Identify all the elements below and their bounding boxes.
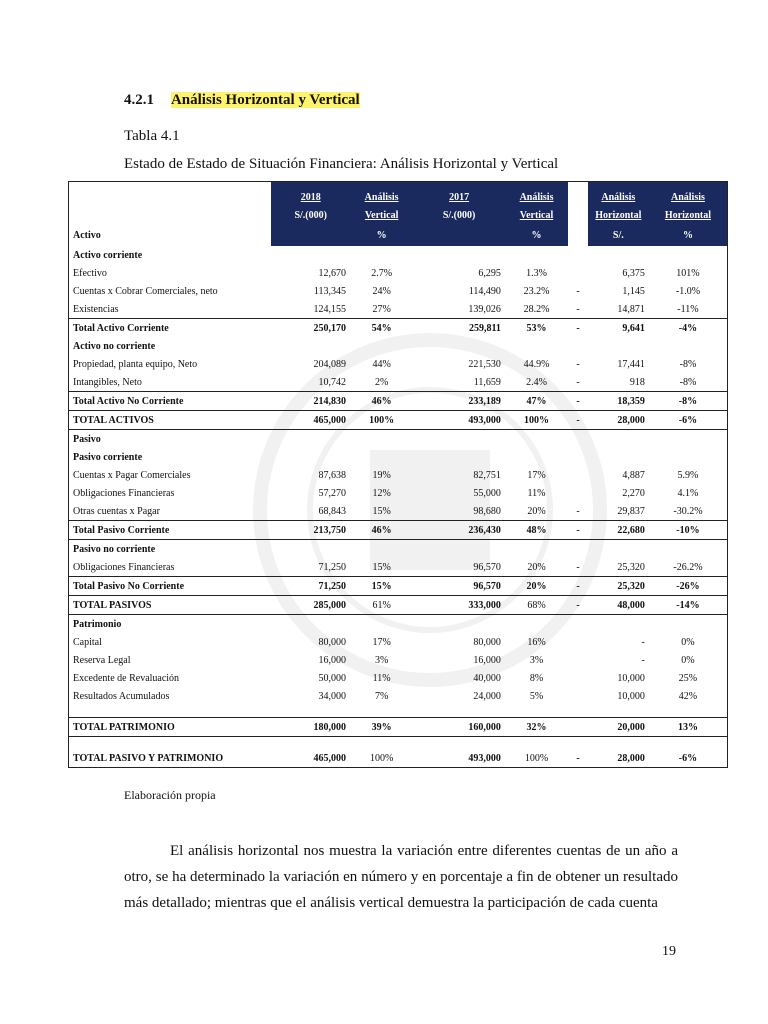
pct-2017: 32% bbox=[505, 718, 568, 737]
col-hs-title: Análisis bbox=[601, 191, 636, 203]
pct-2018 bbox=[350, 246, 413, 264]
sign: - bbox=[568, 577, 588, 596]
horizontal-value: 48,000 bbox=[588, 596, 649, 615]
value-2017: 40,000 bbox=[473, 672, 501, 684]
row-label: TOTAL PASIVO Y PATRIMONIO bbox=[73, 752, 224, 764]
value-2017: 98,680 bbox=[473, 505, 501, 517]
total-row bbox=[69, 411, 728, 430]
horizontal-value bbox=[588, 430, 649, 449]
table-row bbox=[69, 264, 728, 282]
row-label: TOTAL ACTIVOS bbox=[69, 411, 272, 430]
table-row bbox=[69, 282, 728, 300]
horizontal-value: 918 bbox=[629, 376, 645, 388]
pct-2017: 28.2% bbox=[523, 303, 550, 315]
horizontal-value: 4,887 bbox=[622, 469, 645, 481]
row-label: Pasivo bbox=[73, 433, 101, 445]
pct-2018: 24% bbox=[372, 285, 391, 297]
sign: - bbox=[576, 358, 580, 370]
pct-2018: 7% bbox=[374, 690, 389, 702]
value-2018: 213,750 bbox=[271, 521, 350, 540]
horizontal-value: 25,320 bbox=[617, 561, 645, 573]
horizontal-value: 22,680 bbox=[588, 521, 649, 540]
value-2017: 6,295 bbox=[478, 267, 501, 279]
total-row bbox=[69, 596, 728, 615]
horizontal-value: 28,000 bbox=[617, 752, 645, 764]
horizontal-value: 6,375 bbox=[622, 267, 645, 279]
horizontal-pct: -6% bbox=[649, 411, 728, 430]
sign: - bbox=[576, 752, 580, 764]
row-label: Resultados Acumulados bbox=[73, 690, 170, 702]
value-2017: 493,000 bbox=[468, 752, 501, 764]
pct-2017: 2.4% bbox=[526, 376, 547, 388]
horizontal-pct: -4% bbox=[649, 319, 728, 338]
col-hp-title: Análisis bbox=[670, 191, 705, 203]
value-2017 bbox=[413, 540, 505, 559]
col-hs-sub: Horizontal bbox=[595, 209, 642, 221]
horizontal-pct: 13% bbox=[649, 718, 728, 737]
value-2018: 12,670 bbox=[318, 267, 346, 279]
value-2017 bbox=[413, 430, 505, 449]
pct-2018: 100% bbox=[369, 752, 394, 764]
value-2018: 214,830 bbox=[271, 392, 350, 411]
paragraph-text: El análisis horizontal nos muestra la variación entre diferentes cuentas de un año a otro, se ha determinado la variación en número y en porcentaje a fin de obtener un resultado más detallado; mientras que el análisis vertical demuestra la participación de cada cuenta bbox=[124, 843, 678, 911]
pct-2017: 5% bbox=[529, 690, 544, 702]
horizontal-value: 10,000 bbox=[617, 672, 645, 684]
value-2017: 221,530 bbox=[468, 358, 501, 370]
horizontal-pct: -1.0% bbox=[675, 285, 701, 297]
col-hs-unit: S/. bbox=[588, 224, 649, 246]
pct-2018: 27% bbox=[372, 303, 391, 315]
col-2018-pct-title: Análisis bbox=[364, 191, 399, 203]
horizontal-pct: -26% bbox=[649, 577, 728, 596]
pct-2018: 15% bbox=[350, 577, 413, 596]
spacer-row bbox=[69, 705, 728, 718]
horizontal-value: 1,145 bbox=[622, 285, 645, 297]
pct-2018 bbox=[350, 540, 413, 559]
horizontal-value: 17,441 bbox=[617, 358, 645, 370]
col-2017-pct-unit: % bbox=[505, 224, 568, 246]
value-2018 bbox=[271, 430, 350, 449]
sign bbox=[568, 687, 588, 705]
sign: - bbox=[568, 319, 588, 338]
horizontal-value: 10,000 bbox=[617, 690, 645, 702]
value-2018 bbox=[271, 615, 350, 634]
value-2017 bbox=[413, 337, 505, 355]
row-label: Cuentas x Cobrar Comerciales, neto bbox=[73, 285, 218, 297]
sign: - bbox=[576, 376, 580, 388]
total-row bbox=[69, 319, 728, 338]
table-row bbox=[69, 466, 728, 484]
pct-2017: 20% bbox=[527, 505, 546, 517]
spacer-row bbox=[69, 737, 728, 750]
row-label: Pasivo no corriente bbox=[73, 543, 156, 555]
value-2017 bbox=[413, 448, 505, 466]
value-2018: 68,843 bbox=[318, 505, 346, 517]
pct-2017: 1.3% bbox=[526, 267, 547, 279]
row-label: Patrimonio bbox=[73, 618, 122, 630]
section-row bbox=[69, 246, 728, 264]
value-2017: 236,430 bbox=[413, 521, 505, 540]
value-2018 bbox=[271, 337, 350, 355]
value-2017: 114,490 bbox=[468, 285, 501, 297]
value-2017: 55,000 bbox=[473, 487, 501, 499]
sign: - bbox=[568, 521, 588, 540]
value-2017: 11,659 bbox=[473, 376, 501, 388]
horizontal-value: 9,641 bbox=[588, 319, 649, 338]
section-row bbox=[69, 448, 728, 466]
value-2017: 493,000 bbox=[413, 411, 505, 430]
pct-2018: 3% bbox=[374, 654, 389, 666]
table-row bbox=[69, 633, 728, 651]
horizontal-pct: 25% bbox=[678, 672, 698, 684]
pct-2017: 11% bbox=[527, 487, 546, 499]
horizontal-value: 18,359 bbox=[588, 392, 649, 411]
pct-2018: 12% bbox=[372, 487, 391, 499]
value-2017: 80,000 bbox=[473, 636, 501, 648]
pct-2017: 47% bbox=[505, 392, 568, 411]
sign bbox=[568, 484, 588, 502]
row-label: Obligaciones Financieras bbox=[73, 561, 175, 573]
horizontal-pct bbox=[649, 540, 728, 559]
sign bbox=[568, 669, 588, 687]
value-2017 bbox=[413, 615, 505, 634]
horizontal-pct: 101% bbox=[676, 267, 700, 279]
pct-2018: 2.7% bbox=[371, 267, 393, 279]
horizontal-value bbox=[588, 448, 649, 466]
sign: - bbox=[568, 596, 588, 615]
col-2017-pct-title: Análisis bbox=[519, 191, 554, 203]
value-2018: 50,000 bbox=[318, 672, 346, 684]
value-2018 bbox=[271, 448, 350, 466]
row-label: Excedente de Revaluación bbox=[73, 672, 180, 684]
pct-2017 bbox=[505, 430, 568, 449]
pct-2017: 68% bbox=[505, 596, 568, 615]
sign: - bbox=[576, 285, 580, 297]
horizontal-value: 20,000 bbox=[588, 718, 649, 737]
horizontal-value: 2,270 bbox=[622, 487, 645, 499]
section-row bbox=[69, 540, 728, 559]
pct-2018: 15% bbox=[372, 561, 391, 573]
pct-2018 bbox=[350, 337, 413, 355]
horizontal-pct: 4.1% bbox=[677, 487, 699, 499]
value-2018: 80,000 bbox=[318, 636, 346, 648]
pct-2017: 3% bbox=[529, 654, 544, 666]
value-2017: 82,751 bbox=[473, 469, 501, 481]
source-note: Elaboración propia bbox=[124, 788, 216, 802]
col-2018-unit: S/.(000) bbox=[271, 206, 350, 224]
sign: - bbox=[576, 505, 580, 517]
sign bbox=[568, 430, 588, 449]
sign bbox=[568, 246, 588, 264]
section-row bbox=[69, 337, 728, 355]
sign bbox=[568, 264, 588, 282]
value-2017: 139,026 bbox=[468, 303, 501, 315]
row-label: Obligaciones Financieras bbox=[73, 487, 175, 499]
horizontal-pct: -8% bbox=[679, 358, 697, 370]
row-label: Otras cuentas x Pagar bbox=[73, 505, 160, 517]
header-row-2 bbox=[69, 206, 728, 224]
horizontal-pct: -6% bbox=[678, 752, 698, 764]
row-label: Reserva Legal bbox=[73, 654, 131, 666]
sign: - bbox=[576, 561, 580, 573]
horizontal-pct: 0% bbox=[681, 654, 695, 666]
row-label: Cuentas x Pagar Comerciales bbox=[73, 469, 191, 481]
pct-2018: 44% bbox=[372, 358, 391, 370]
row-label: Total Pasivo Corriente bbox=[69, 521, 272, 540]
table-row bbox=[69, 687, 728, 705]
table-row bbox=[69, 484, 728, 502]
value-2017: 233,189 bbox=[413, 392, 505, 411]
table-row bbox=[69, 669, 728, 687]
value-2018: 34,000 bbox=[318, 690, 346, 702]
sign bbox=[568, 651, 588, 669]
section-row bbox=[69, 615, 728, 634]
pct-2017 bbox=[505, 448, 568, 466]
total-row bbox=[69, 718, 728, 737]
pct-2017: 23.2% bbox=[523, 285, 550, 297]
pct-2017: 100% bbox=[524, 752, 549, 764]
value-2018: 10,742 bbox=[318, 376, 346, 388]
sign bbox=[568, 466, 588, 484]
table-body bbox=[69, 182, 728, 768]
horizontal-value bbox=[588, 615, 649, 634]
col-hp-unit: % bbox=[649, 224, 728, 246]
col-2018-year: 2018 bbox=[300, 191, 321, 203]
activo-header: Activo bbox=[73, 229, 101, 241]
pct-2018: 46% bbox=[350, 521, 413, 540]
value-2018: 465,000 bbox=[271, 411, 350, 430]
sign bbox=[568, 448, 588, 466]
horizontal-value: - bbox=[641, 636, 645, 648]
horizontal-value: 28,000 bbox=[588, 411, 649, 430]
pct-2018: 15% bbox=[372, 505, 391, 517]
col-2017-pct-sub: Vertical bbox=[519, 209, 554, 221]
value-2018: 204,089 bbox=[313, 358, 346, 370]
horizontal-value bbox=[588, 246, 649, 264]
col-2017-unit: S/.(000) bbox=[413, 206, 505, 224]
row-label: Existencias bbox=[73, 303, 119, 315]
pct-2017 bbox=[505, 337, 568, 355]
table-row bbox=[69, 651, 728, 669]
sign: - bbox=[568, 411, 588, 430]
horizontal-pct: -14% bbox=[649, 596, 728, 615]
horizontal-value bbox=[588, 337, 649, 355]
section-row bbox=[69, 430, 728, 449]
row-label: Pasivo corriente bbox=[73, 451, 143, 463]
pct-2017: 44.9% bbox=[523, 358, 550, 370]
horizontal-value: 14,871 bbox=[617, 303, 645, 315]
pct-2018 bbox=[350, 448, 413, 466]
value-2018: 113,345 bbox=[313, 285, 346, 297]
pct-2017 bbox=[505, 540, 568, 559]
horizontal-pct bbox=[649, 615, 728, 634]
row-label: Capital bbox=[73, 636, 102, 648]
total-row bbox=[69, 749, 728, 768]
horizontal-value: - bbox=[641, 654, 645, 666]
horizontal-pct: -11% bbox=[677, 303, 699, 315]
horizontal-pct: 42% bbox=[678, 690, 698, 702]
sign bbox=[568, 540, 588, 559]
sign bbox=[568, 337, 588, 355]
table-row bbox=[69, 373, 728, 392]
horizontal-pct bbox=[649, 246, 728, 264]
value-2017: 160,000 bbox=[413, 718, 505, 737]
total-row bbox=[69, 392, 728, 411]
table-row bbox=[69, 300, 728, 319]
pct-2017: 8% bbox=[529, 672, 544, 684]
sign bbox=[568, 633, 588, 651]
value-2018: 71,250 bbox=[318, 561, 346, 573]
row-label: Activo corriente bbox=[73, 249, 143, 261]
horizontal-value bbox=[588, 540, 649, 559]
pct-2017 bbox=[505, 246, 568, 264]
pct-2018: 100% bbox=[350, 411, 413, 430]
pct-2018: 11% bbox=[372, 672, 391, 684]
pct-2018 bbox=[350, 615, 413, 634]
row-label: Total Pasivo No Corriente bbox=[69, 577, 272, 596]
horizontal-pct: -8% bbox=[679, 376, 697, 388]
pct-2017 bbox=[505, 615, 568, 634]
pct-2018: 39% bbox=[350, 718, 413, 737]
value-2018: 250,170 bbox=[271, 319, 350, 338]
value-2018: 16,000 bbox=[318, 654, 346, 666]
col-2018-pct-sub: Vertical bbox=[364, 209, 399, 221]
row-label: Total Activo Corriente bbox=[69, 319, 272, 338]
horizontal-pct: 0% bbox=[681, 636, 695, 648]
value-2018 bbox=[271, 246, 350, 264]
horizontal-pct bbox=[649, 337, 728, 355]
pct-2018: 2% bbox=[374, 376, 389, 388]
row-label: Efectivo bbox=[73, 267, 107, 279]
row-label: Propiedad, planta equipo, Neto bbox=[73, 358, 198, 370]
horizontal-pct: 5.9% bbox=[677, 469, 699, 481]
sign: - bbox=[568, 392, 588, 411]
table-label: Tabla 4.1 bbox=[124, 128, 180, 144]
value-2018: 71,250 bbox=[271, 577, 350, 596]
section-heading bbox=[124, 92, 360, 109]
horizontal-pct: -26.2% bbox=[673, 561, 703, 573]
value-2018: 124,155 bbox=[313, 303, 346, 315]
header-row-3 bbox=[69, 224, 728, 246]
value-2017 bbox=[413, 246, 505, 264]
sign bbox=[568, 718, 588, 737]
value-2017: 259,811 bbox=[413, 319, 505, 338]
pct-2017: 53% bbox=[505, 319, 568, 338]
row-label: Intangibles, Neto bbox=[73, 376, 142, 388]
table-row bbox=[69, 355, 728, 373]
value-2018: 57,270 bbox=[318, 487, 346, 499]
col-2017-year: 2017 bbox=[449, 191, 470, 203]
pct-2017: 17% bbox=[527, 469, 546, 481]
table-row bbox=[69, 502, 728, 521]
financial-statement-table bbox=[68, 181, 728, 768]
total-row bbox=[69, 521, 728, 540]
row-label: TOTAL PASIVOS bbox=[69, 596, 272, 615]
value-2017: 333,000 bbox=[413, 596, 505, 615]
horizontal-value: 25,320 bbox=[588, 577, 649, 596]
section-title: Análisis Horizontal y Vertical bbox=[170, 92, 360, 108]
row-label: Activo no corriente bbox=[73, 340, 156, 352]
value-2018 bbox=[271, 540, 350, 559]
col-2018-pct-unit: % bbox=[350, 224, 413, 246]
section-number: 4.2.1 bbox=[124, 92, 154, 108]
pct-2018: 46% bbox=[350, 392, 413, 411]
value-2017: 96,570 bbox=[413, 577, 505, 596]
value-2018: 180,000 bbox=[271, 718, 350, 737]
horizontal-value: 29,837 bbox=[617, 505, 645, 517]
pct-2018: 19% bbox=[372, 469, 391, 481]
horizontal-pct: -10% bbox=[649, 521, 728, 540]
value-2017: 24,000 bbox=[473, 690, 501, 702]
sign: - bbox=[576, 303, 580, 315]
table-caption: Estado de Estado de Situación Financiera: Análisis Horizontal y Vertical bbox=[124, 156, 559, 172]
row-label: Total Activo No Corriente bbox=[69, 392, 272, 411]
sign bbox=[568, 615, 588, 634]
horizontal-pct: -30.2% bbox=[673, 505, 703, 517]
pct-2018: 17% bbox=[372, 636, 391, 648]
col-hp-sub: Horizontal bbox=[664, 209, 711, 221]
row-label: TOTAL PATRIMONIO bbox=[69, 718, 272, 737]
horizontal-pct bbox=[649, 448, 728, 466]
page-number: 19 bbox=[662, 944, 676, 959]
header-row-1 bbox=[69, 182, 728, 207]
pct-2018: 61% bbox=[350, 596, 413, 615]
pct-2018: 54% bbox=[350, 319, 413, 338]
value-2018: 87,638 bbox=[318, 469, 346, 481]
value-2017: 96,570 bbox=[473, 561, 501, 573]
pct-2017: 48% bbox=[505, 521, 568, 540]
value-2017: 16,000 bbox=[473, 654, 501, 666]
pct-2018 bbox=[350, 430, 413, 449]
pct-2017: 100% bbox=[505, 411, 568, 430]
total-row bbox=[69, 577, 728, 596]
horizontal-pct: -8% bbox=[649, 392, 728, 411]
body-paragraph bbox=[124, 838, 678, 916]
pct-2017: 20% bbox=[527, 561, 546, 573]
value-2018: 465,000 bbox=[313, 752, 346, 764]
table-row bbox=[69, 558, 728, 577]
pct-2017: 20% bbox=[505, 577, 568, 596]
pct-2017: 16% bbox=[527, 636, 546, 648]
value-2018: 285,000 bbox=[271, 596, 350, 615]
horizontal-pct bbox=[649, 430, 728, 449]
